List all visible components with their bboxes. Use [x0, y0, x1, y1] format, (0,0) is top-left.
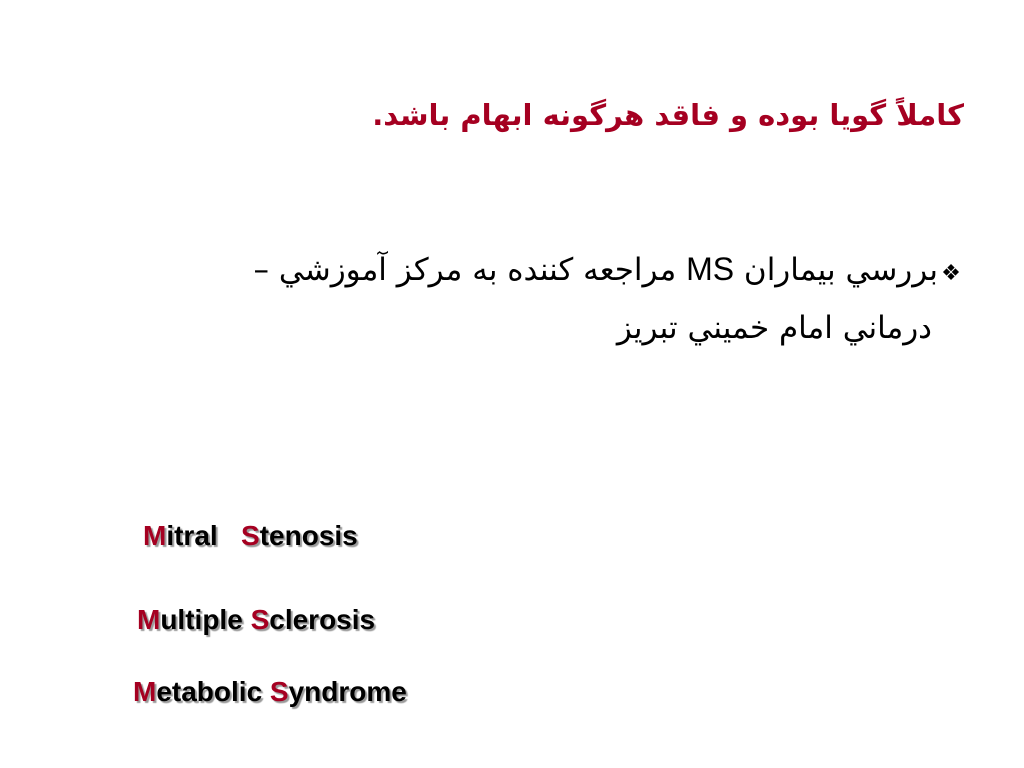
term-separator — [262, 676, 270, 707]
bullet-item — [84, 242, 964, 355]
ms-abbreviation: MS — [686, 251, 735, 287]
term-text: ultiple — [160, 604, 243, 635]
term-text: clerosis — [269, 604, 376, 635]
term-mitral-stenosis — [143, 520, 358, 552]
term-text: tenosis — [259, 520, 358, 551]
term-text: yndrome — [288, 676, 407, 707]
term-initial: S — [269, 676, 289, 707]
bullet-text-end: مراجعه کننده به مرکز آموزشي – — [253, 252, 677, 288]
diamond-bullet-icon: ❖ — [941, 261, 961, 286]
term-text: etabolic — [156, 676, 263, 707]
term-initial: M — [133, 676, 157, 707]
bullet-line-1 — [84, 242, 964, 301]
term-separator — [243, 604, 251, 635]
term-initial: S — [241, 520, 260, 551]
bullet-line-2: درماني امام خميني تبريز — [616, 310, 932, 346]
term-initial: M — [137, 604, 161, 635]
term-text: itral — [166, 520, 218, 551]
term-initial: S — [250, 604, 270, 635]
term-metabolic-syndrome — [133, 676, 407, 708]
term-separator — [218, 520, 241, 551]
bullet-text-start: بررسي بيماران — [743, 252, 938, 288]
term-multiple-sclerosis — [137, 604, 375, 636]
slide-heading: کاملاً گويا بوده و فاقد هرگونه ابهام باشد. — [372, 98, 964, 132]
term-initial: M — [143, 520, 167, 551]
